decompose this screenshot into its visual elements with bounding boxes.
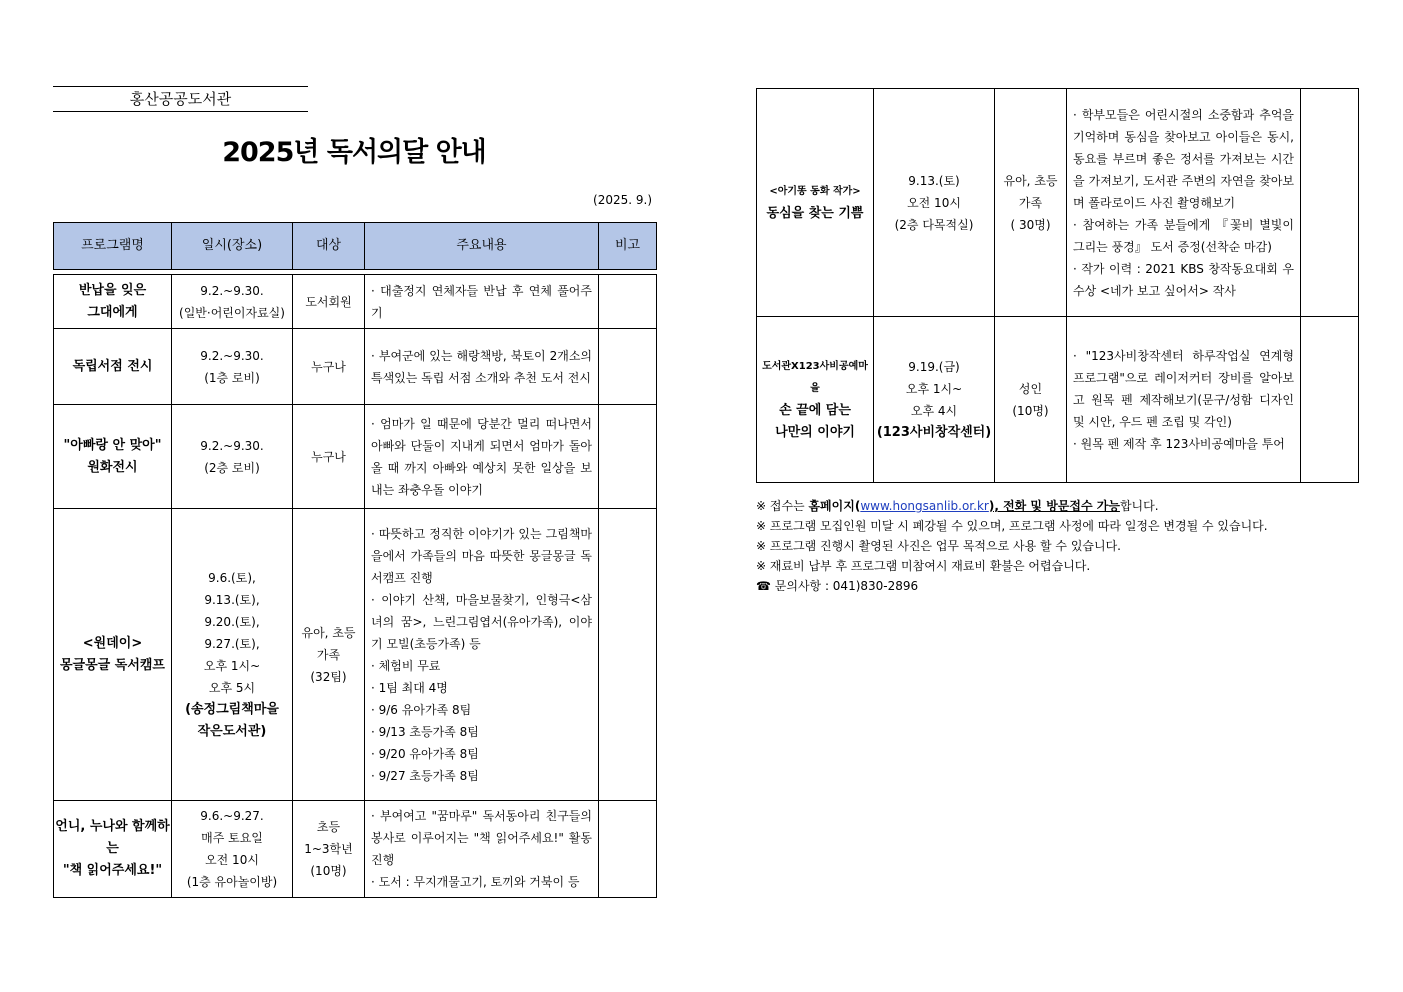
- program-name: 도서관X123사비공예마을 손 끝에 담는 나만의 이야기: [757, 317, 874, 483]
- program-remarks: [599, 509, 657, 801]
- program-table-right: [756, 88, 1359, 483]
- program-time: 9.2.~9.30. (1층 로비): [172, 329, 293, 405]
- homepage-link[interactable]: www.hongsanlib.or.kr: [860, 499, 989, 513]
- program-name: <원데이> 몽글몽글 독서캠프: [54, 509, 172, 801]
- program-time: 9.13.(토) 오전 10시 (2층 다목적실): [874, 89, 995, 317]
- program-target: 유아, 초등 가족 (32팀): [293, 509, 365, 801]
- program-remarks: [599, 405, 657, 509]
- col-content: 주요내용: [365, 223, 599, 270]
- page-title: 2025년 독서의달 안내: [222, 137, 486, 168]
- table-row: [54, 329, 657, 405]
- program-remarks: [1301, 317, 1359, 483]
- notes: [756, 496, 1376, 596]
- col-target: 대상: [293, 223, 365, 270]
- note-refund: ※ 재료비 납부 후 프로그램 미참여시 재료비 환불은 어렵습니다.: [756, 559, 1091, 573]
- program-time: 9.6.(토), 9.13.(토), 9.20.(토), 9.27.(토), 오후 1시~ 오후 5시 (송정그림책마을 작은도서관): [172, 509, 293, 801]
- issue-date: (2025. 9.): [593, 193, 652, 207]
- program-content: · 따뜻하고 정직한 이야기가 있는 그림책마을에서 가족들의 마음 따뜻한 몽글몽글 독서캠프 진행 · 이야기 산책, 마을보물찾기, 인형극<삼녀의 꿈>, 느린그림엽서(유아가족), 이야기 모빌(초등가족) 등 · 체험비 무료 · 1팀 최대 4명 · 9/6 유아가족 8팀 · 9/13 초등가족 8팀 · 9/20 유아가족 8팀 · 9/27 초등가족 8팀: [365, 509, 599, 801]
- table-header-row: [54, 223, 657, 270]
- program-content: · 대출정지 연체자들 반납 후 연체 풀어주기: [365, 275, 599, 329]
- note-cancellation: ※ 프로그램 모집인원 미달 시 폐강될 수 있으며, 프로그램 사정에 따라 일정은 변경될 수 있습니다.: [756, 519, 1268, 533]
- program-content: · 학부모들은 어린시절의 소중함과 추억을 기억하며 동심을 찾아보고 아이들은 동시, 동요를 부르며 좋은 정서를 가져보는 시간을 가져보기, 도서관 주변의 자연을 찾아보며 폴라로이드 사진 촬영해보기 · 참여하는 가족 분들에게 『꽃비 별빛이 그리는 풍경』 도서 증정(선착순 마감) · 작가 이력 : 2021 KBS 창작동요대회 우수상 <네가 보고 싶어서> 작사: [1067, 89, 1301, 317]
- program-content: · "123사비창작센터 하루작업실 연계형 프로그램"으로 레이저커터 장비를 알아보고 원목 펜 제작해보기(문구/성함 디자인 및 시안, 우드 펜 조립 및 각인) · 원목 펜 제작 후 123사비공예마을 투어: [1067, 317, 1301, 483]
- program-target: 도서회원: [293, 275, 365, 329]
- table-row: [54, 509, 657, 801]
- table-row: [54, 405, 657, 509]
- program-target: 누구나: [293, 405, 365, 509]
- program-time: 9.2.~9.30. (일반·어린이자료실): [172, 275, 293, 329]
- program-remarks: [599, 275, 657, 329]
- program-time: 9.2.~9.30. (2층 로비): [172, 405, 293, 509]
- program-remarks: [599, 801, 657, 898]
- program-name: <아기똥 동화 작가> 동심을 찾는 기쁨: [757, 89, 874, 317]
- library-name: 홍산공공도서관: [53, 86, 308, 112]
- program-name: 언니, 누나와 함께하는 "책 읽어주세요!": [54, 801, 172, 898]
- table-row: [757, 89, 1359, 317]
- table-row: [54, 801, 657, 898]
- col-program-name: 프로그램명: [54, 223, 172, 270]
- program-target: 초등 1~3학년 (10명): [293, 801, 365, 898]
- program-table-left: [53, 222, 657, 898]
- program-name: "아빠랑 안 맞아" 원화전시: [54, 405, 172, 509]
- program-target: 누구나: [293, 329, 365, 405]
- program-target: 유아, 초등 가족 ( 30명): [995, 89, 1067, 317]
- table-row: [757, 317, 1359, 483]
- program-time: 9.6.~9.27. 매주 토요일 오전 10시 (1층 유아놀이방): [172, 801, 293, 898]
- col-remarks: 비고: [599, 223, 657, 270]
- program-remarks: [1301, 89, 1359, 317]
- note-registration: ※ 접수는 홈페이지(www.hongsanlib.or.kr), 전화 및 방문접수 가능합니다.: [756, 499, 1159, 513]
- program-content: · 부여여고 "꿈마루" 독서동아리 친구들의 봉사로 이루어지는 "책 읽어주세요!" 활동 진행 · 도서 : 무지개물고기, 토끼와 거북이 등: [365, 801, 599, 898]
- program-remarks: [599, 329, 657, 405]
- note-contact: ☎ 문의사항 : 041)830-2896: [756, 579, 919, 593]
- program-content: · 엄마가 일 때문에 당분간 멀리 떠나면서 아빠와 단둘이 지내게 되면서 엄마가 돌아올 때 까지 아빠와 예상치 못한 일상을 보내는 좌충우돌 이야기: [365, 405, 599, 509]
- program-target: 성인 (10명): [995, 317, 1067, 483]
- col-datetime: 일시(장소): [172, 223, 293, 270]
- program-name: 독립서점 전시: [54, 329, 172, 405]
- note-photo: ※ 프로그램 진행시 촬영된 사진은 업무 목적으로 사용 할 수 있습니다.: [756, 539, 1121, 553]
- table-row: [54, 275, 657, 329]
- program-content: · 부여군에 있는 해랑책방, 북토이 2개소의 특색있는 독립 서점 소개와 추천 도서 전시: [365, 329, 599, 405]
- program-name: 반납을 잊은 그대에게: [54, 275, 172, 329]
- program-time: 9.19.(금) 오후 1시~ 오후 4시 (123사비창작센터): [874, 317, 995, 483]
